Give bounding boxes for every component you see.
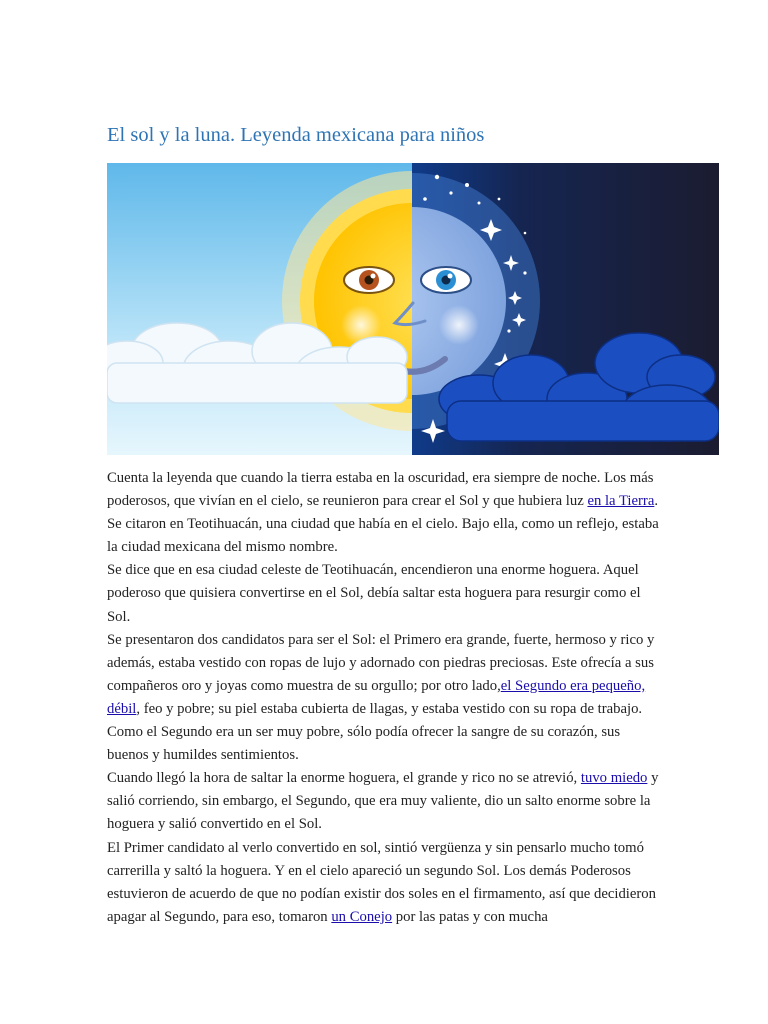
text-segment: Cuenta la leyenda que cuando la tierra estaba en la oscuridad, era siempre de noche. Los más poderosos, que vivían en el cielo, se reunieron para crear el Sol y que hubiera luz xyxy=(107,470,654,510)
story-text xyxy=(107,467,663,929)
text-segment: por las patas y con mucha xyxy=(392,908,548,925)
text-segment: . Se citaron en Teotihuacán, una ciudad que había en el cielo. Bajo ella, como un reflejo, estaba la ciudad mexicana del mismo nombre. xyxy=(107,493,659,556)
link-el-segundo[interactable]: el Segundo era pequeño, débil xyxy=(107,677,646,717)
text-segment: Cuando llegó la hora de saltar la enorme hoguera, el grande y rico no se atrevió, xyxy=(107,770,581,787)
text-segment: Se dice que en esa ciudad celeste de Teotihuacán, encendieron una enorme hoguera. Aquel poderoso que quisiera convertirse en el Sol, debía saltar esta hoguera para resurgir como el Sol. xyxy=(107,562,641,625)
moon-eye xyxy=(421,267,471,293)
text-segment: , feo y pobre; su piel estaba cubierta de llagas, y estaba vestido con su ropa de trabajo. Como el Segundo era un ser muy pobre, sólo podía ofrecer la sangre de su corazón, sus buenos y humildes sentimientos. xyxy=(107,700,643,764)
paragraph-4 xyxy=(107,767,663,836)
sun-moon-illustration xyxy=(107,163,719,455)
link-tuvo-miedo[interactable]: tuvo miedo xyxy=(580,770,648,787)
sun-eye xyxy=(344,267,394,293)
text-segment: y salió corriendo, sin embargo, el Segundo, que era muy valiente, dio un salto enorme sobre la hoguera y salió convertido en el Sol. xyxy=(107,770,659,833)
link-un-conejo[interactable]: un Conejo xyxy=(331,908,393,925)
text-segment: El Primer candidato al verlo convertido en sol, sintió vergüenza y sin pensarlo mucho tomó carrerilla y saltó la hoguera. Y en el cielo apareció un segundo Sol. Los demás Poderosos estuvieron de acuerdo de que no podían existir dos soles en el firmamento, así que decidieron apagar al Segundo, para eso, tomaron xyxy=(107,839,656,925)
link-en-la-tierra[interactable]: en la Tierra xyxy=(587,493,655,510)
paragraph-5 xyxy=(107,837,663,929)
page-title: El sol y la luna. Leyenda mexicana para niños xyxy=(107,124,485,146)
paragraph-2 xyxy=(107,559,663,628)
text-segment: Se presentaron dos candidatos para ser el Sol: el Primero era grande, fuerte, hermoso y rico y además, estaba vestido con ropas de lujo y adornado con piedras preciosas. Este ofrecía a sus compañeros oro y joyas como muestra de su orgullo; por otro lado, xyxy=(107,631,655,694)
paragraph-3 xyxy=(107,629,663,768)
paragraph-1 xyxy=(107,467,663,559)
